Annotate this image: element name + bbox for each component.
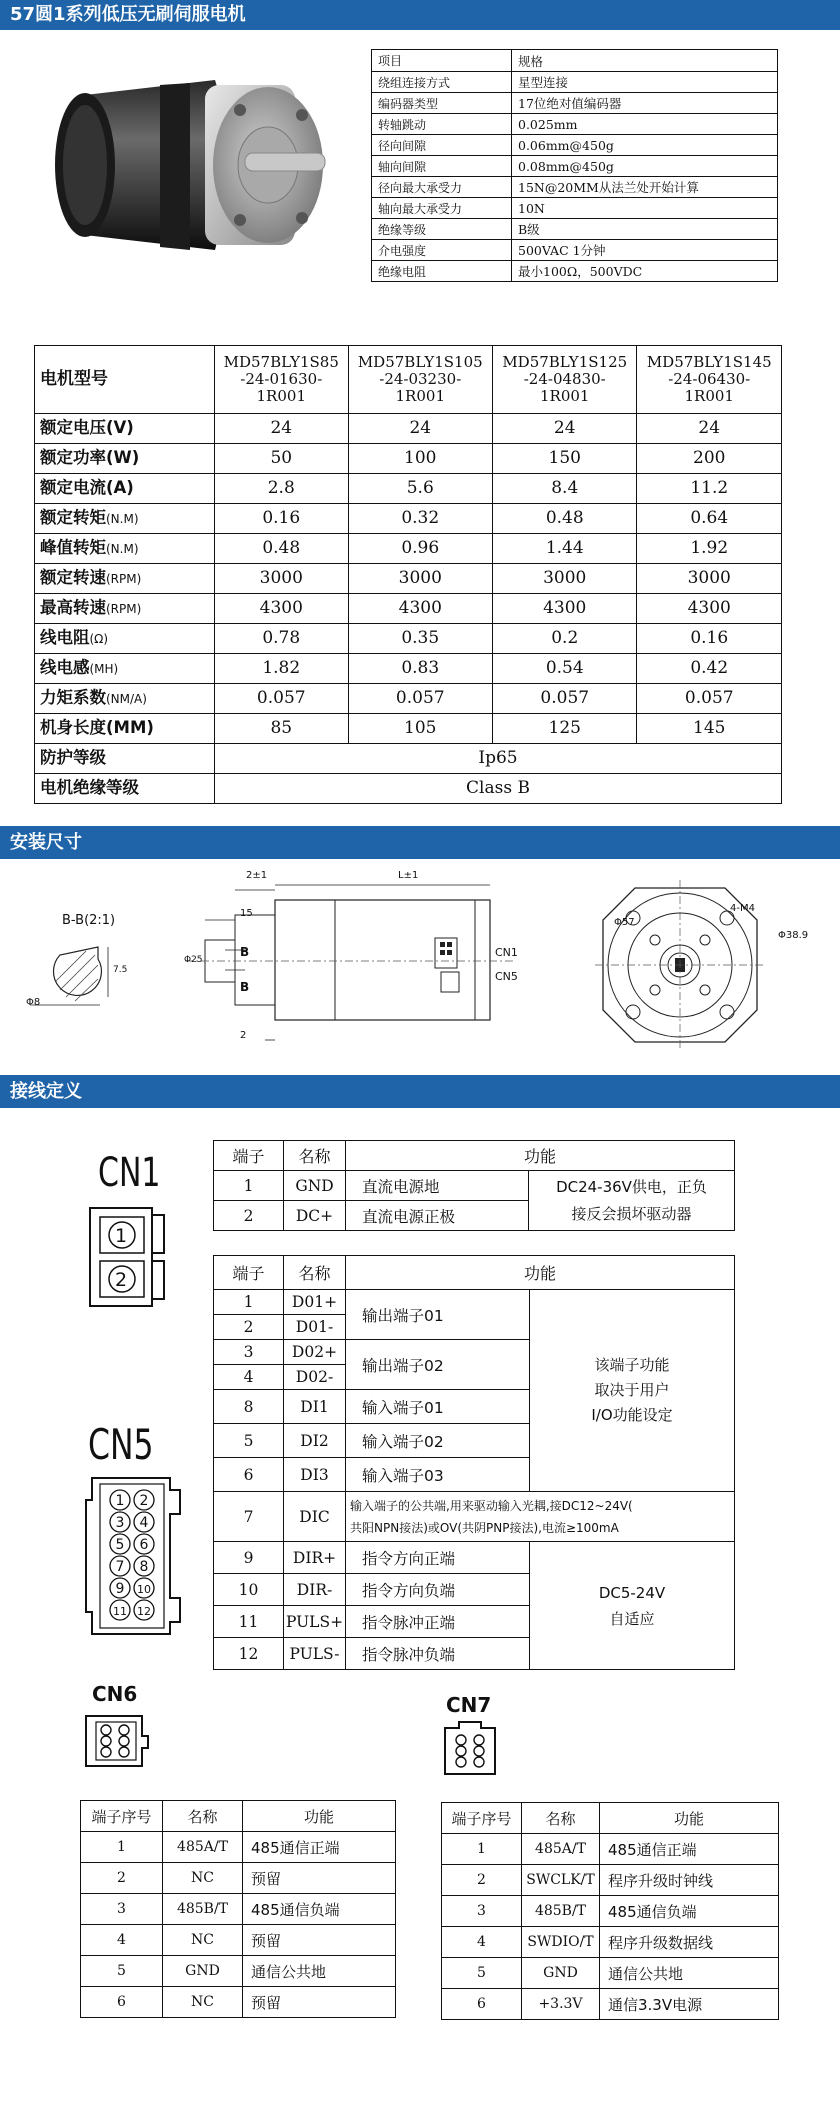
spec-label: 轴向间隙 — [372, 156, 512, 177]
dim-2: 2 — [240, 1030, 247, 1041]
dim-b-upper: B — [240, 945, 250, 959]
param-value: 200 — [637, 444, 782, 474]
spec-header-item: 项目 — [372, 50, 512, 72]
cn6-table — [80, 1800, 396, 2018]
cn6-func: 485通信正端 — [243, 1832, 396, 1863]
cn5-name: DIR+ — [284, 1542, 346, 1574]
cn5-pin: 7 — [214, 1492, 284, 1542]
cn5-pin: 12 — [214, 1638, 284, 1670]
cn1-func: 直流电源地 — [346, 1171, 529, 1201]
param-label: 额定电压(V) — [35, 414, 215, 444]
cn5-note-io: 该端子功能 取决于用户 I/O功能设定 — [530, 1290, 735, 1492]
title-bar: 57圆1系列低压无刷伺服电机 — [0, 0, 840, 30]
cn5-func: 输入端子03 — [346, 1458, 530, 1492]
param-value: 150 — [493, 444, 637, 474]
cn5-pin-label: 6 — [139, 1537, 149, 1553]
param-value: 0.057 — [215, 684, 349, 714]
cn1-table — [213, 1140, 735, 1231]
param-label: 峰值转矩(N.M) — [35, 534, 215, 564]
param-label: 额定功率(W) — [35, 444, 215, 474]
cn5-pin-label: 12 — [137, 1605, 151, 1618]
param-value: 85 — [215, 714, 349, 744]
param-value: 0.16 — [215, 504, 349, 534]
cn5-func: 输入端子01 — [346, 1390, 530, 1424]
cn6-header-func: 功能 — [243, 1801, 396, 1832]
spec-label: 轴向最大承受力 — [372, 198, 512, 219]
cn7-func: 程序升级数据线 — [600, 1927, 779, 1958]
cn1-name: GND — [284, 1171, 346, 1201]
cn6-connector-icon — [82, 1710, 152, 1772]
dim-phi-57: Φ57 — [614, 917, 635, 928]
cn5-drawing-label: CN5 — [495, 970, 518, 983]
cn6-pin: 3 — [81, 1894, 163, 1925]
param-label: 力矩系数(NM/A) — [35, 684, 215, 714]
model-header: MD57BLY1S105 -24-03230- 1R001 — [348, 346, 492, 414]
param-label: 额定转速(RPM) — [35, 564, 215, 594]
cn5-name: D02+ — [284, 1340, 346, 1365]
cn5-pin-label: 3 — [115, 1515, 125, 1531]
spec-value: B级 — [512, 219, 778, 240]
cn6-pin: 4 — [81, 1925, 163, 1956]
dim-4-m4: 4-M4 — [730, 903, 755, 914]
cn5-name: DI3 — [284, 1458, 346, 1492]
cn1-pin: 1 — [214, 1171, 284, 1201]
cn5-name: DI2 — [284, 1424, 346, 1458]
cn5-header-pin: 端子 — [214, 1256, 284, 1290]
cn5-pin-label: 2 — [139, 1493, 149, 1509]
param-label: 额定电流(A) — [35, 474, 215, 504]
cn5-header-name: 名称 — [284, 1256, 346, 1290]
cn6-name: 485B/T — [163, 1894, 243, 1925]
cn5-func: 输入端子02 — [346, 1424, 530, 1458]
cn6-name: NC — [163, 1925, 243, 1956]
dim-phi-38-9: Φ38.9 — [778, 930, 809, 941]
cn5-pin: 3 — [214, 1340, 284, 1365]
cn5-func: 指令方向负端 — [346, 1574, 530, 1606]
spec-label: 径向最大承受力 — [372, 177, 512, 198]
spec-label: 介电强度 — [372, 240, 512, 261]
param-value: 3000 — [637, 564, 782, 594]
cn5-pin-label: 10 — [137, 1583, 151, 1596]
cn7-func: 485通信正端 — [600, 1834, 779, 1865]
cn5-func: 指令脉冲负端 — [346, 1638, 530, 1670]
cn7-connector-icon — [437, 1718, 507, 1780]
cn5-title: CN5 — [88, 1420, 154, 1469]
param-value: 4300 — [348, 594, 492, 624]
param-value: 145 — [637, 714, 782, 744]
cn7-pin: 1 — [442, 1834, 522, 1865]
param-label: 最高转速(RPM) — [35, 594, 215, 624]
cn6-func: 预留 — [243, 1987, 396, 2018]
cn6-func: 预留 — [243, 1863, 396, 1894]
cn5-name: DIR- — [284, 1574, 346, 1606]
param-label: 机身长度(MM) — [35, 714, 215, 744]
cn7-header-name: 名称 — [522, 1803, 600, 1834]
param-value: 105 — [348, 714, 492, 744]
spec-label: 绝缘等级 — [372, 219, 512, 240]
dim-15: 15 — [240, 908, 253, 919]
model-header: MD57BLY1S85 -24-01630- 1R001 — [215, 346, 349, 414]
cn5-connector-icon — [82, 1470, 212, 1642]
spec-value: 15N@20MM从法兰处开始计算 — [512, 177, 778, 198]
cn1-drawing-label: CN1 — [495, 946, 518, 959]
cn5-pin: 5 — [214, 1424, 284, 1458]
param-value: 4300 — [493, 594, 637, 624]
cn5-pin-label: 5 — [115, 1537, 125, 1553]
spec-table — [371, 49, 778, 282]
cn5-pin: 8 — [214, 1390, 284, 1424]
param-value: 0.057 — [637, 684, 782, 714]
spec-value: 0.06mm@450g — [512, 135, 778, 156]
cn7-func: 程序升级时钟线 — [600, 1865, 779, 1896]
param-value: 2.8 — [215, 474, 349, 504]
spec-value: 10N — [512, 198, 778, 219]
insulation-value: Class B — [215, 774, 782, 804]
cn1-header-pin: 端子 — [214, 1141, 284, 1171]
cn6-name: NC — [163, 1987, 243, 2018]
cn7-table — [441, 1802, 779, 2020]
cn5-pin-label: 4 — [139, 1515, 149, 1531]
motor-photo — [40, 55, 360, 265]
param-value: 0.2 — [493, 624, 637, 654]
cn1-pin-label: 2 — [115, 1269, 128, 1291]
cn5-pin-label: 11 — [113, 1605, 127, 1618]
param-value: 4300 — [215, 594, 349, 624]
param-value: 0.48 — [493, 504, 637, 534]
protection-label: 防护等级 — [35, 744, 215, 774]
param-value: 3000 — [348, 564, 492, 594]
param-value: 11.2 — [637, 474, 782, 504]
cn7-pin: 6 — [442, 1989, 522, 2020]
cn6-pin: 5 — [81, 1956, 163, 1987]
cn5-pin: 10 — [214, 1574, 284, 1606]
cn6-header-name: 名称 — [163, 1801, 243, 1832]
param-value: 0.48 — [215, 534, 349, 564]
cn1-header-func: 功能 — [346, 1141, 735, 1171]
spec-header-value: 规格 — [512, 50, 778, 72]
spec-value: 星型连接 — [512, 72, 778, 93]
cn1-title: CN1 — [98, 1150, 161, 1196]
dim-7-5: 7.5 — [113, 965, 128, 975]
cn7-func: 通信3.3V电源 — [600, 1989, 779, 2020]
cn6-pin: 6 — [81, 1987, 163, 2018]
param-value: 5.6 — [348, 474, 492, 504]
param-label: 线电感(MH) — [35, 654, 215, 684]
wiring-bar: 接线定义 — [0, 1075, 840, 1108]
param-label: 额定转矩(N.M) — [35, 504, 215, 534]
cn7-title: CN7 — [446, 1693, 492, 1717]
motor-side-drawing — [185, 870, 525, 1050]
spec-value: 0.025mm — [512, 114, 778, 135]
param-value: 1.44 — [493, 534, 637, 564]
cn5-func: 指令脉冲正端 — [346, 1606, 530, 1638]
dim-b-lower: B — [240, 980, 250, 994]
cn1-connector-icon — [88, 1205, 168, 1310]
cn5-name: D01- — [284, 1315, 346, 1340]
param-value: 0.96 — [348, 534, 492, 564]
model-header: MD57BLY1S125 -24-04830- 1R001 — [493, 346, 637, 414]
param-value: 0.32 — [348, 504, 492, 534]
cn5-name: DI1 — [284, 1390, 346, 1424]
cn1-pin: 2 — [214, 1201, 284, 1231]
cn1-name: DC+ — [284, 1201, 346, 1231]
dim-phi-8: Φ8 — [26, 997, 41, 1008]
param-value: 125 — [493, 714, 637, 744]
param-value: 0.54 — [493, 654, 637, 684]
cn7-pin: 2 — [442, 1865, 522, 1896]
cn5-name: PULS+ — [284, 1606, 346, 1638]
param-value: 0.35 — [348, 624, 492, 654]
insulation-label: 电机绝缘等级 — [35, 774, 215, 804]
cn5-func: 输出端子01 — [346, 1290, 530, 1340]
performance-table — [34, 345, 782, 804]
cn1-func: 直流电源正极 — [346, 1201, 529, 1231]
spec-label: 编码器类型 — [372, 93, 512, 114]
param-value: 1.92 — [637, 534, 782, 564]
cn1-note: DC24-36V供电，正负 接反会损坏驱动器 — [529, 1171, 735, 1231]
param-value: 4300 — [637, 594, 782, 624]
cn1-pin-label: 1 — [115, 1225, 128, 1247]
spec-value: 0.08mm@450g — [512, 156, 778, 177]
cn7-name: +3.3V — [522, 1989, 600, 2020]
param-value: 0.83 — [348, 654, 492, 684]
cn6-func: 通信公共地 — [243, 1956, 396, 1987]
cn5-name: PULS- — [284, 1638, 346, 1670]
spec-label: 绕组连接方式 — [372, 72, 512, 93]
cn5-note-dc: DC5-24V 自适应 — [530, 1542, 735, 1670]
cn5-pin: 4 — [214, 1365, 284, 1390]
cn7-name: 485A/T — [522, 1834, 600, 1865]
section-label: B-B(2:1) — [62, 913, 116, 928]
cn5-pin-label: 7 — [115, 1559, 125, 1575]
spec-label: 绝缘电阻 — [372, 261, 512, 282]
cn5-pin: 2 — [214, 1315, 284, 1340]
cn5-pin: 11 — [214, 1606, 284, 1638]
cn5-name: DIC — [284, 1492, 346, 1542]
dim-phi-25: Φ25 — [184, 955, 203, 965]
cn6-title: CN6 — [92, 1682, 138, 1706]
cn6-pin: 1 — [81, 1832, 163, 1863]
cn5-pin: 1 — [214, 1290, 284, 1315]
install-bar: 安装尺寸 — [0, 826, 840, 859]
dim-l: L±1 — [398, 870, 419, 881]
param-value: 8.4 — [493, 474, 637, 504]
param-value: 1.82 — [215, 654, 349, 684]
cn5-table — [213, 1255, 735, 1670]
cn6-func: 485通信负端 — [243, 1894, 396, 1925]
cn5-header-func: 功能 — [346, 1256, 735, 1290]
cn5-pin: 9 — [214, 1542, 284, 1574]
cn7-func: 485通信负端 — [600, 1896, 779, 1927]
cn5-pin-label: 1 — [115, 1493, 125, 1509]
cn6-func: 预留 — [243, 1925, 396, 1956]
cn7-pin: 5 — [442, 1958, 522, 1989]
param-value: 24 — [637, 414, 782, 444]
protection-value: Ip65 — [215, 744, 782, 774]
cn7-pin: 4 — [442, 1927, 522, 1958]
cn5-pin-label: 9 — [115, 1581, 125, 1597]
param-value: 50 — [215, 444, 349, 474]
param-value: 24 — [348, 414, 492, 444]
param-value: 0.78 — [215, 624, 349, 654]
model-header-label: 电机型号 — [35, 346, 215, 414]
cn6-name: GND — [163, 1956, 243, 1987]
cn1-header-name: 名称 — [284, 1141, 346, 1171]
cn7-name: 485B/T — [522, 1896, 600, 1927]
cn7-header-func: 功能 — [600, 1803, 779, 1834]
spec-value: 17位绝对值编码器 — [512, 93, 778, 114]
param-value: 0.42 — [637, 654, 782, 684]
cn7-name: SWCLK/T — [522, 1865, 600, 1896]
param-value: 0.057 — [348, 684, 492, 714]
param-value: 3000 — [215, 564, 349, 594]
spec-label: 转轴跳动 — [372, 114, 512, 135]
dim-2-1: 2±1 — [246, 870, 268, 881]
cn7-func: 通信公共地 — [600, 1958, 779, 1989]
cn5-pin-label: 8 — [139, 1559, 149, 1575]
cn7-name: GND — [522, 1958, 600, 1989]
cn6-name: 485A/T — [163, 1832, 243, 1863]
param-value: 0.16 — [637, 624, 782, 654]
cn5-name: D02- — [284, 1365, 346, 1390]
model-header: MD57BLY1S145 -24-06430- 1R001 — [637, 346, 782, 414]
spec-value: 500VAC 1分钟 — [512, 240, 778, 261]
param-value: 24 — [215, 414, 349, 444]
cn5-func: 指令方向正端 — [346, 1542, 530, 1574]
cn6-pin: 2 — [81, 1863, 163, 1894]
cn5-pin: 6 — [214, 1458, 284, 1492]
param-value: 24 — [493, 414, 637, 444]
cn5-func: 输出端子02 — [346, 1340, 530, 1390]
cn5-name: D01+ — [284, 1290, 346, 1315]
param-value: 0.64 — [637, 504, 782, 534]
cn5-dic-func: 输入端子的公共端,用来驱动输入光耦,接DC12~24V( 共阳NPN接法)或OV(共阴PNP接法),电流≥100mA — [346, 1492, 735, 1542]
param-value: 0.057 — [493, 684, 637, 714]
cn7-pin: 3 — [442, 1896, 522, 1927]
cn7-name: SWDIO/T — [522, 1927, 600, 1958]
spec-value: 最小100Ω，500VDC — [512, 261, 778, 282]
spec-label: 径向间隙 — [372, 135, 512, 156]
param-label: 线电阻(Ω) — [35, 624, 215, 654]
param-value: 3000 — [493, 564, 637, 594]
cn6-name: NC — [163, 1863, 243, 1894]
cn6-header-pin: 端子序号 — [81, 1801, 163, 1832]
cn7-header-pin: 端子序号 — [442, 1803, 522, 1834]
param-value: 100 — [348, 444, 492, 474]
